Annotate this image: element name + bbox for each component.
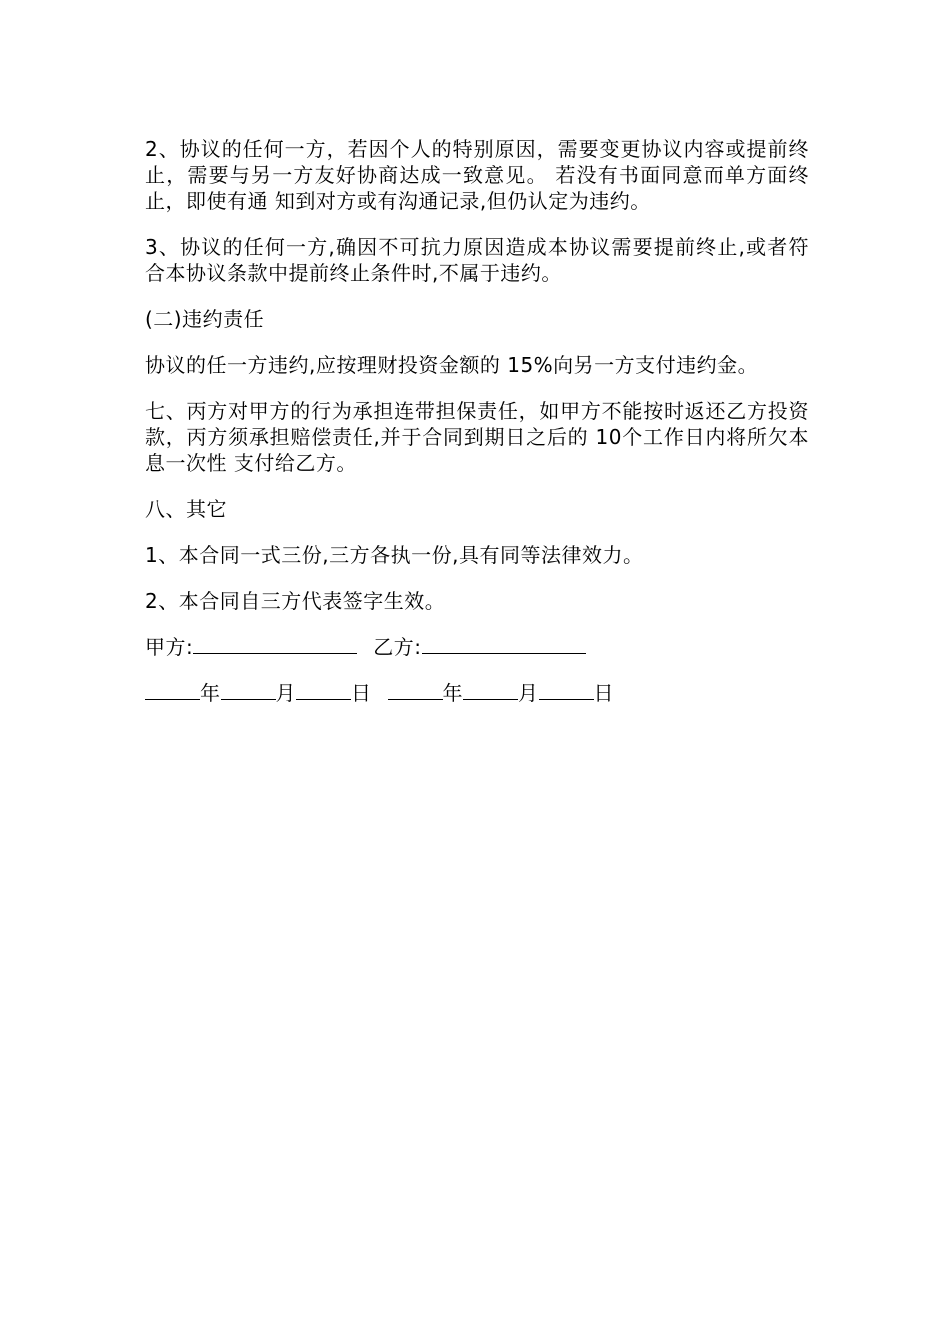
- date-a-year-blank: [145, 681, 200, 700]
- party-a-label: 甲方:: [145, 635, 194, 659]
- document-page: [145, 136, 809, 726]
- date-b-year-blank: [388, 681, 443, 700]
- date-row: [145, 680, 809, 706]
- paragraph-other-2: 2、本合同自三方代表签字生效。: [145, 589, 446, 613]
- date-a-month-blank: [221, 681, 276, 700]
- party-b-signature-blank: [422, 635, 586, 654]
- party-b-label: 乙方:: [373, 635, 422, 659]
- section-heading-other: 八、其它: [145, 497, 227, 521]
- date-a-year-label: 年: [200, 681, 221, 705]
- date-b-month-blank: [463, 681, 518, 700]
- paragraph-other-1: 1、本合同一式三份,三方各执一份,具有同等法律效力。: [145, 543, 644, 567]
- signature-row: [145, 634, 809, 660]
- paragraph-penalty: 协议的任一方违约,应按理财投资金额的 15%向另一方支付违约金。: [145, 353, 759, 377]
- party-a-signature-blank: [193, 635, 357, 654]
- date-a-day-label: 日: [351, 681, 372, 705]
- paragraph-clause-3: 3、协议的任何一方,确因不可抗力原因造成本协议需要提前终止,或者符 合本协议条款中提前终止条件时,不属于违约。: [145, 235, 809, 285]
- date-b-month-label: 月: [518, 681, 539, 705]
- date-b-day-blank: [539, 681, 594, 700]
- section-heading-breach-liability: (二)违约责任: [145, 307, 265, 331]
- paragraph-clause-2: 2、协议的任何一方，若因个人的特别原因，需要变更协议内容或提前终止，需要与另一方友好协商达成一致意见。 若没有书面同意而单方面终止，即使有通 知到对方或有沟通记录,但仍认定为违约。: [145, 137, 809, 213]
- date-b-day-label: 日: [593, 681, 614, 705]
- date-a-day-blank: [296, 681, 351, 700]
- date-a-month-label: 月: [275, 681, 296, 705]
- date-b-year-label: 年: [442, 681, 463, 705]
- paragraph-article-7: 七、丙方对甲方的行为承担连带担保责任，如甲方不能按时返还乙方投资款，丙方须承担赔偿责任,并于合同到期日之后的 10个工作日内将所欠本息一次性 支付给乙方。: [145, 399, 809, 475]
